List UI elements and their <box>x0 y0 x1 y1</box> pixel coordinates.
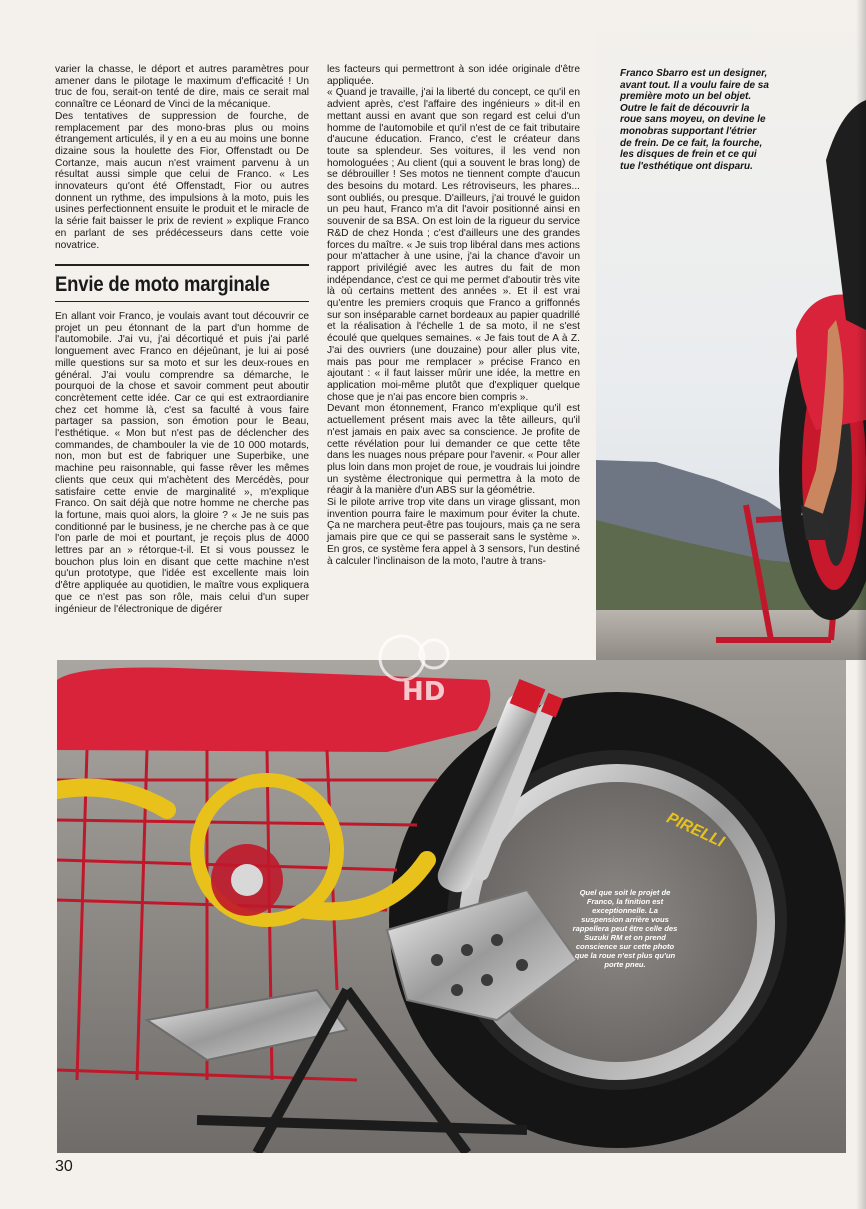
page-number: 30 <box>55 1158 73 1175</box>
article-column-1-top <box>55 64 309 251</box>
photo-rear-wheel <box>57 660 846 1153</box>
heading-rule-bottom <box>55 301 309 302</box>
article-column-2 <box>327 64 580 567</box>
article-text: En allant voir Franco, je voulais avant tout découvrir ce projet un peu étonnant de la part d'un homme de l'automobile. J'ai vu, j'ai décortiqué et puis j'ai parlé longuement avec Franco en déjeûnant, je lui ai posé mille questions sur sa moto et sur les deux-roues en général. J'ai voulu comprendre sa démarche, le pourquoi de la chose et savoir comment peut aboutir concrètement cette idée. Car ce qui est extraordianire chez cet homme là, c'est sa faculté à vous faire partager sa passion, son émotion pour le Beau, l'esthétique. « Mon but n'est pas de déclencher des commandes, de chambouler la vie de 10 000 motards, non, mon but est de fabriquer une Superbike, une machine peu raisonnable, qui fasse rêver les mêmes clients que ceux qui m'achètent des Mercédès, pour satisfaire cette envie de marginalité », m'explique Franco. On sait déjà que notre homme ne cherche pas la fortune, mais quoi alors, la gloire ? « Je ne suis pas conditionné par le business, je ne cherche pas à ce que l'on parle de moi et pourtant, je reçois plus de 4000 lettres par an » rétorque-t-il. Et si vous poussez le bouchon plus loin en disant que cette machine n'est qu'un prototype, que l'idée est excellente mais loin d'être appliquée au quotidien, le maître vous expliquera que ce n'est pas son rôle, mais celui d'un super ingénieur de l'électronique de digérer <box>55 311 309 615</box>
photo-caption-top: Franco Sbarro est un designer, avant tout. Il a voulu faire de sa première moto un bel objet. Outre le fait de découvrir la roue sans moyeu, on devine le monobras supportant l'étrier de frein. De ce fait, la fourche, les disques de frein et ce qui tue l'esthétique ont disparu. <box>620 68 769 172</box>
heading-rule-top <box>55 264 309 266</box>
photo-wheel-illustration <box>57 660 846 1153</box>
article-text: les facteurs qui permettront à son idée originale d'être appliquée. « Quand je travaille, j'ai la liberté du concept, ce qu'il en advient après, c'est l'affaire des ingénieurs » dit-il en mettant aussi en avant que son regard est celui d'un homme de l'automobile et qu'il n'est de ce fait tributaire d'aucune éducation. Franco, c'est le créateur dans toute sa splendeur. Ses voitures, il les vend non homologuées ; Au client (qui a souvent le bras long) de se débrouiller ! Ses motos ne tiennent compte d'aucun des besoins du motard. Les rétroviseurs, les phares... sont oubliés, ou presque. D'ailleurs, j'ai trouvé le guidon un peu haut, Franco m'a dit l'avoir positionné ainsi en souvenir de sa BSA. On est loin de la rigueur du service R&D de chez Honda ; c'est d'ailleurs une des grandes forces du maître. « Je suis trop libéral dans mes actions pour m'attacher à une usine, j'ai la chance d'avoir un rapport privilégié avec les autres du fait de mon indépendance, c'est ce qui me permet d'aboutir très vite là où certains mettent des années ». Et il est vrai qu'entre les premiers croquis que Franco a griffonnés sur son inséparable carnet bordeaux au papier quadrillé et la réalisation à l'échelle 1 de sa moto, il ne s'est écoulé que quelques semaines. « Je fais tout de A à Z. J'ai des ouvriers (une douzaine) pour aller plus vite, mais pas pour me remplacer » précise Franco en ajoutant : « il faut laisser mûrir une idée, la mettre en application moi-même plutôt que d'expliquer quelque chose que je n'ai pas encore bien compris ». Devant mon étonnement, Franco m'explique qu'il est actuellement présent mais avec la tête ailleurs, qu'il n'est jamais en paix avec sa conscience. Je profite de cette révélation pour lui demander ce que cette tête dans les nuages nous prépare pour l'avenir. « Pour aller plus loin dans mon projet de roue, je voudrais lui joindre un système électronique qui permettra à la moto de réagir à la manière d'un ABS sur la géométrie. Si le pilote arrive trop vite dans un virage glissant, mon invention pourra faire le maximum pour éviter la chute. Ça ne marchera peut-être pas toujours, mais ça ne sera jamais pire que ce qui se passerait sans le système ». En gros, ce système fera appel à 3 sensors, l'un destiné à calculer l'inclinaison de la moto, l'autre à trans- <box>327 64 580 567</box>
watermark-text: HD <box>402 677 446 707</box>
watermark-logo <box>372 630 462 710</box>
page-binding-shadow <box>856 0 866 1209</box>
article-text: varier la chasse, le déport et autres paramètres pour amener dans le pilotage le maximum d'efficacité ! Un truc de fou, serait-on tenté de dire, mais ce serait mal connaître ce Léonard de Vinci de la mécanique. Des tentatives de suppression de fourche, de remplacement par des mono-bras plus ou moins étrangement articulés, il y en a eu au moins une bonne dizaine sous la houlette des Fior, Offenstadt ou De Cortanze, mais aucun n'est vraiment parvenu à un résultat aussi simple que celui de Franco. « Les innovateurs qu'ont été Offenstadt, Fior ou autres donnent un rythme, des impulsions à la moto, puis les usines perfectionnent ensuite le produit et le miracle de la série fait baisser le prix de revient » explique Franco en parlant de ses prédécesseurs dans cette voie novatrice. <box>55 64 309 251</box>
photo-caption-wheel: Quel que soit le projet de Franco, la finition est exceptionnelle. La suspension arrière vous rappellera peut être celle des Suzuki RM et on prend conscience sur cette photo que la roue n'est plus qu'un porte pneu. <box>572 888 678 969</box>
watermark-mark <box>372 630 462 710</box>
section-heading: Envie de moto marginale <box>55 273 270 296</box>
tire-brand-label: PIRELLI <box>663 809 727 851</box>
article-column-1-bottom <box>55 311 309 615</box>
